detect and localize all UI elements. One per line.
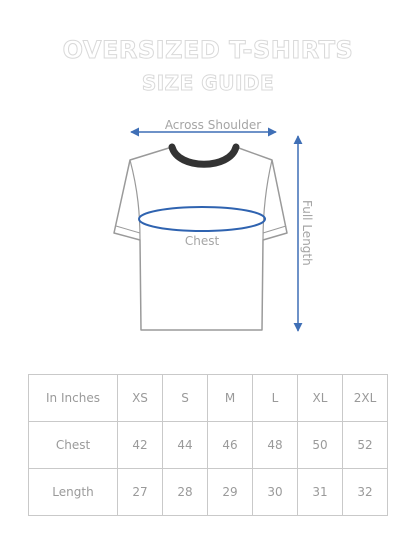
table-row bbox=[29, 422, 388, 469]
table-cell: 32 bbox=[343, 469, 388, 516]
table-row bbox=[29, 469, 388, 516]
table-cell: 44 bbox=[163, 422, 208, 469]
table-cell: 29 bbox=[208, 469, 253, 516]
table-header-row bbox=[29, 375, 388, 422]
table-cell: 30 bbox=[253, 469, 298, 516]
table-header-cell: L bbox=[253, 375, 298, 422]
page-subtitle: SIZE GUIDE bbox=[141, 71, 275, 95]
shoulder-label: Across Shoulder bbox=[164, 118, 262, 132]
table-header-cell: 2XL bbox=[343, 375, 388, 422]
table-cell: 28 bbox=[163, 469, 208, 516]
table-cell: 52 bbox=[343, 422, 388, 469]
size-table bbox=[28, 374, 388, 516]
tshirt-diagram bbox=[0, 110, 416, 350]
table-cell: 50 bbox=[298, 422, 343, 469]
length-label: Full Length bbox=[300, 200, 314, 266]
table-row-label: Length bbox=[29, 469, 118, 516]
table-cell: 42 bbox=[118, 422, 163, 469]
table-cell: 48 bbox=[253, 422, 298, 469]
table-cell: 46 bbox=[208, 422, 253, 469]
table-header-cell: M bbox=[208, 375, 253, 422]
table-row-label: Chest bbox=[29, 422, 118, 469]
table-header-cell: XL bbox=[298, 375, 343, 422]
collar bbox=[172, 147, 236, 164]
table-cell: 31 bbox=[298, 469, 343, 516]
table-header-cell: In Inches bbox=[29, 375, 118, 422]
table-header-cell: S bbox=[163, 375, 208, 422]
chest-label: Chest bbox=[184, 234, 220, 248]
table-cell: 27 bbox=[118, 469, 163, 516]
table-header-cell: XS bbox=[118, 375, 163, 422]
page-title: OVERSIZED T-SHIRTS bbox=[62, 36, 354, 64]
